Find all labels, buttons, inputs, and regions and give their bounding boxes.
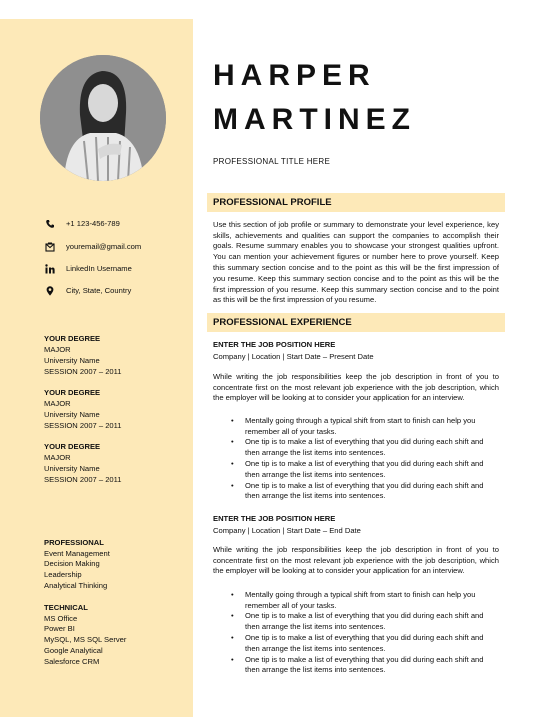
contact-phone xyxy=(44,217,120,231)
session: SESSION 2007 – 2011 xyxy=(44,366,122,376)
job-bullet: • Mentally going through a typical shift from start to finish can help you remember all of your tasks. xyxy=(213,590,499,612)
job-position: ENTER THE JOB POSITION HERE xyxy=(213,513,336,523)
skill-item: Analytical Thinking xyxy=(44,580,108,590)
location-icon xyxy=(44,285,56,297)
job-bullet: • One tip is to make a list of everything that you did during each shift and then arrange the list items into sentences. xyxy=(213,481,499,503)
skills-professional xyxy=(44,538,110,592)
job-bullets xyxy=(213,590,499,676)
session: SESSION 2007 – 2011 xyxy=(44,420,122,430)
contact-linkedin xyxy=(44,262,132,276)
job-meta: Company | Location | Start Date – End Date xyxy=(213,525,361,535)
professional-title: PROFESSIONAL TITLE HERE xyxy=(213,156,331,166)
person-portrait-image xyxy=(40,55,166,181)
university: University Name xyxy=(44,355,100,365)
major: MAJOR xyxy=(44,398,71,408)
phone-text: +1 123-456-789 xyxy=(66,219,120,229)
skill-item: Leadership xyxy=(44,570,82,580)
job-meta: Company | Location | Start Date – Present Date xyxy=(213,351,374,361)
contact-email xyxy=(44,240,141,254)
university: University Name xyxy=(44,409,100,419)
skill-item: Decision Making xyxy=(44,559,100,569)
degree: YOUR DEGREE xyxy=(44,441,101,451)
education-item xyxy=(44,441,122,485)
degree: YOUR DEGREE xyxy=(44,333,101,343)
skills-technical xyxy=(44,603,126,668)
degree: YOUR DEGREE xyxy=(44,387,101,397)
education-item xyxy=(44,333,122,377)
job-position: ENTER THE JOB POSITION HERE xyxy=(213,339,336,349)
job-description: While writing the job responsibilities keep the job description in front of you to concentrate first on the most relevant job experience with the job description, which the employer will be looking at to consider your application for an interview. xyxy=(213,544,499,576)
job-bullet: • Mentally going through a typical shift from start to finish can help you remember all of your tasks. xyxy=(213,416,499,438)
job-bullet: • One tip is to make a list of everything that you did during each shift and then arrange the list items into sentences. xyxy=(213,459,499,481)
skill-item: Salesforce CRM xyxy=(44,656,100,666)
skill-item: Power BI xyxy=(44,624,75,634)
skill-item: Google Analytical xyxy=(44,645,103,655)
location-text: City, State, Country xyxy=(66,286,132,296)
job-description: While writing the job responsibilities keep the job description in front of you to concentrate first on the most relevant job experience with the job description, which the employer will be looking at to consider your application for an interview. xyxy=(213,371,499,403)
first-name: HARPER xyxy=(213,58,376,92)
linkedin-icon xyxy=(44,263,56,275)
email-icon xyxy=(44,241,56,253)
email-text: youremail@gmail.com xyxy=(66,242,142,252)
education-item xyxy=(44,387,122,431)
profile-section-bar xyxy=(207,193,505,212)
profile-heading: PROFESSIONAL PROFILE xyxy=(213,196,332,208)
major: MAJOR xyxy=(44,452,71,462)
skill-item: MS Office xyxy=(44,613,78,623)
phone-icon xyxy=(44,218,56,230)
linkedin-text: LinkedIn Username xyxy=(66,264,132,274)
experience-heading: PROFESSIONAL EXPERIENCE xyxy=(213,316,352,328)
job-bullet: • One tip is to make a list of everything that you did during each shift and then arrange the list items into sentences. xyxy=(213,611,499,633)
last-name: MARTINEZ xyxy=(213,102,416,136)
job-bullet: • One tip is to make a list of everything that you did during each shift and then arrange the list items into sentences. xyxy=(213,437,499,459)
skill-item: Event Management xyxy=(44,548,110,558)
profile-photo xyxy=(40,55,166,181)
experience-section-bar xyxy=(207,313,505,332)
job-bullet: • One tip is to make a list of everything that you did during each shift and then arrange the list items into sentences. xyxy=(213,633,499,655)
profile-summary: Use this section of job profile or summary to demonstrate your level experience, key skills, achievements and qualities can support the companies to accomplish their goals. Resume summary enables you to showcase your strongest qualities upfront. You can mention your achievement figures or number here to prove yourself. Keep this summary section concise and to the point as this will be the first impression of you resume. Keep this summary section concise and to the point as this will be the first impression of you resume. Keep this summary section concise and to the point as this will be the first impression of you resume. xyxy=(213,219,499,305)
skill-item: MySQL, MS SQL Server xyxy=(44,635,127,645)
job-bullets xyxy=(213,416,499,502)
skill-group-heading: PROFESSIONAL xyxy=(44,537,104,547)
job-bullet: • One tip is to make a list of everything that you did during each shift and then arrange the list items into sentences. xyxy=(213,655,499,677)
contact-location xyxy=(44,284,131,298)
major: MAJOR xyxy=(44,344,71,354)
university: University Name xyxy=(44,463,100,473)
session: SESSION 2007 – 2011 xyxy=(44,474,122,484)
skill-group-heading: TECHNICAL xyxy=(44,602,88,612)
